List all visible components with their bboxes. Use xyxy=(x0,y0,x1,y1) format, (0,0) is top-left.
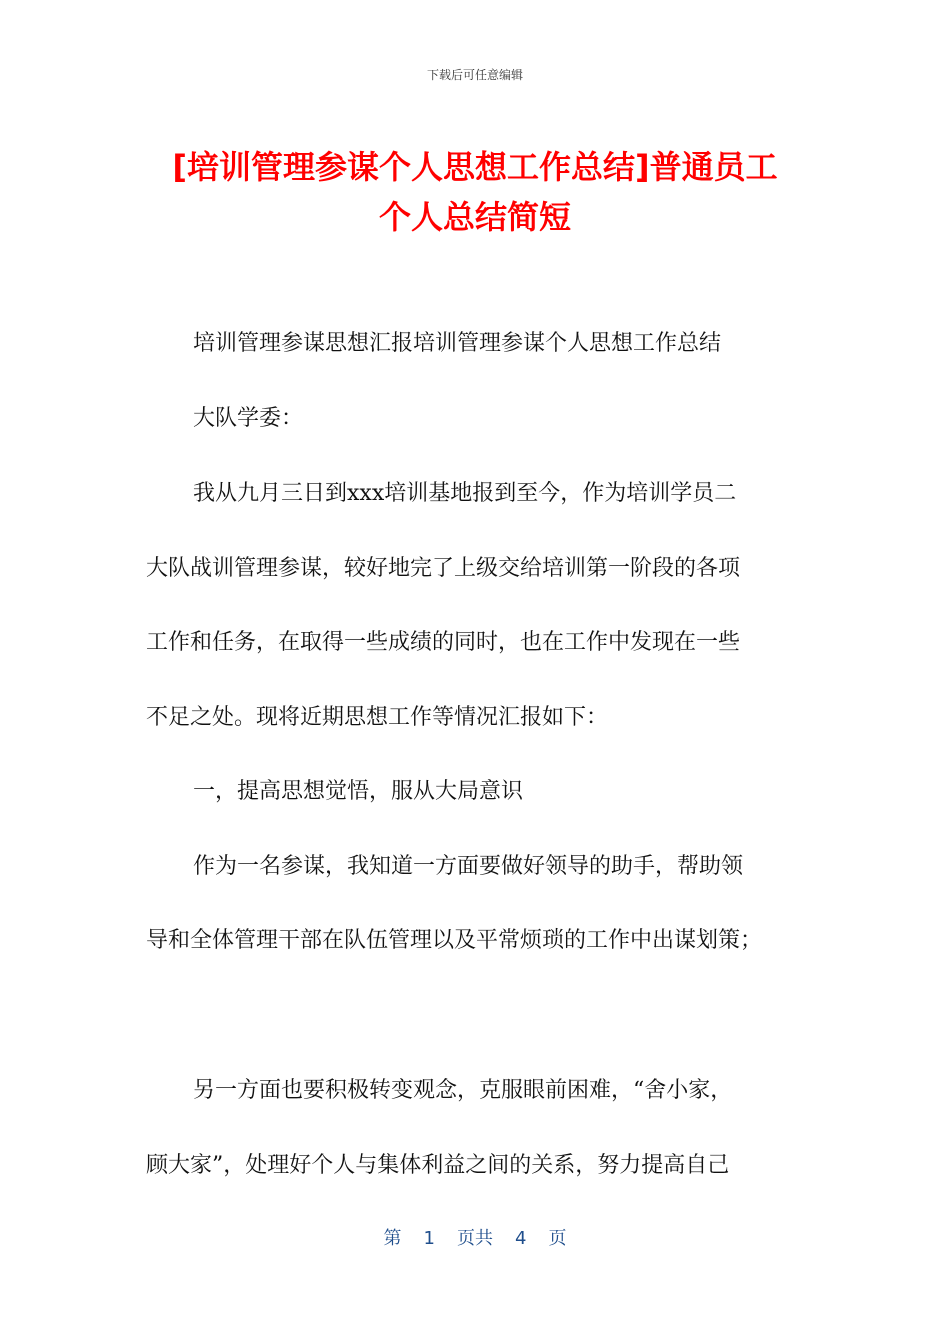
header-note: 下载后可任意编辑 xyxy=(426,68,523,82)
section-heading: 一，提高思想觉悟，服从大局意识 xyxy=(193,779,524,804)
footer-page-total: 4 xyxy=(515,1228,527,1249)
paragraph-line: 工作和任务，在取得一些成绩的同时，也在工作中发现在一些 xyxy=(146,630,741,655)
page-footer xyxy=(0,1226,950,1252)
paragraph-line: 作为一名参谋，我知道一方面要做好领导的助手，帮助领 xyxy=(193,854,744,879)
paragraph-line: 我从九月三日到xxx培训基地报到至今，作为培训学员二 xyxy=(193,481,737,506)
footer-page-total-word: 页共 xyxy=(457,1228,493,1249)
paragraph-line: 另一方面也要积极转变观念，克服眼前困难，“舍小家， xyxy=(193,1078,733,1103)
paragraph-line: 顾大家”，处理好个人与集体利益之间的关系，努力提高自己 xyxy=(146,1153,730,1178)
paragraph-line: 大队战训管理参谋，较好地完了上级交给培训第一阶段的各项 xyxy=(146,556,741,581)
document-title-line-1: [培训管理参谋个人思想工作总结]普通员工 xyxy=(172,148,778,186)
paragraph-line: 大队学委： xyxy=(193,406,304,431)
paragraph-line: 导和全体管理干部在队伍管理以及平常烦琐的工作中出谋划策； xyxy=(146,928,763,953)
paragraph-line: 不足之处。现将近期思想工作等情况汇报如下： xyxy=(146,705,609,730)
document-title-line-2: 个人总结简短 xyxy=(378,198,571,236)
footer-page-word: 第 xyxy=(383,1228,402,1249)
paragraph-line: 培训管理参谋思想汇报培训管理参谋个人思想工作总结 xyxy=(193,331,722,356)
footer-page-current: 1 xyxy=(423,1228,435,1249)
document-title xyxy=(125,142,825,242)
footer-page-suffix: 页 xyxy=(548,1228,567,1249)
